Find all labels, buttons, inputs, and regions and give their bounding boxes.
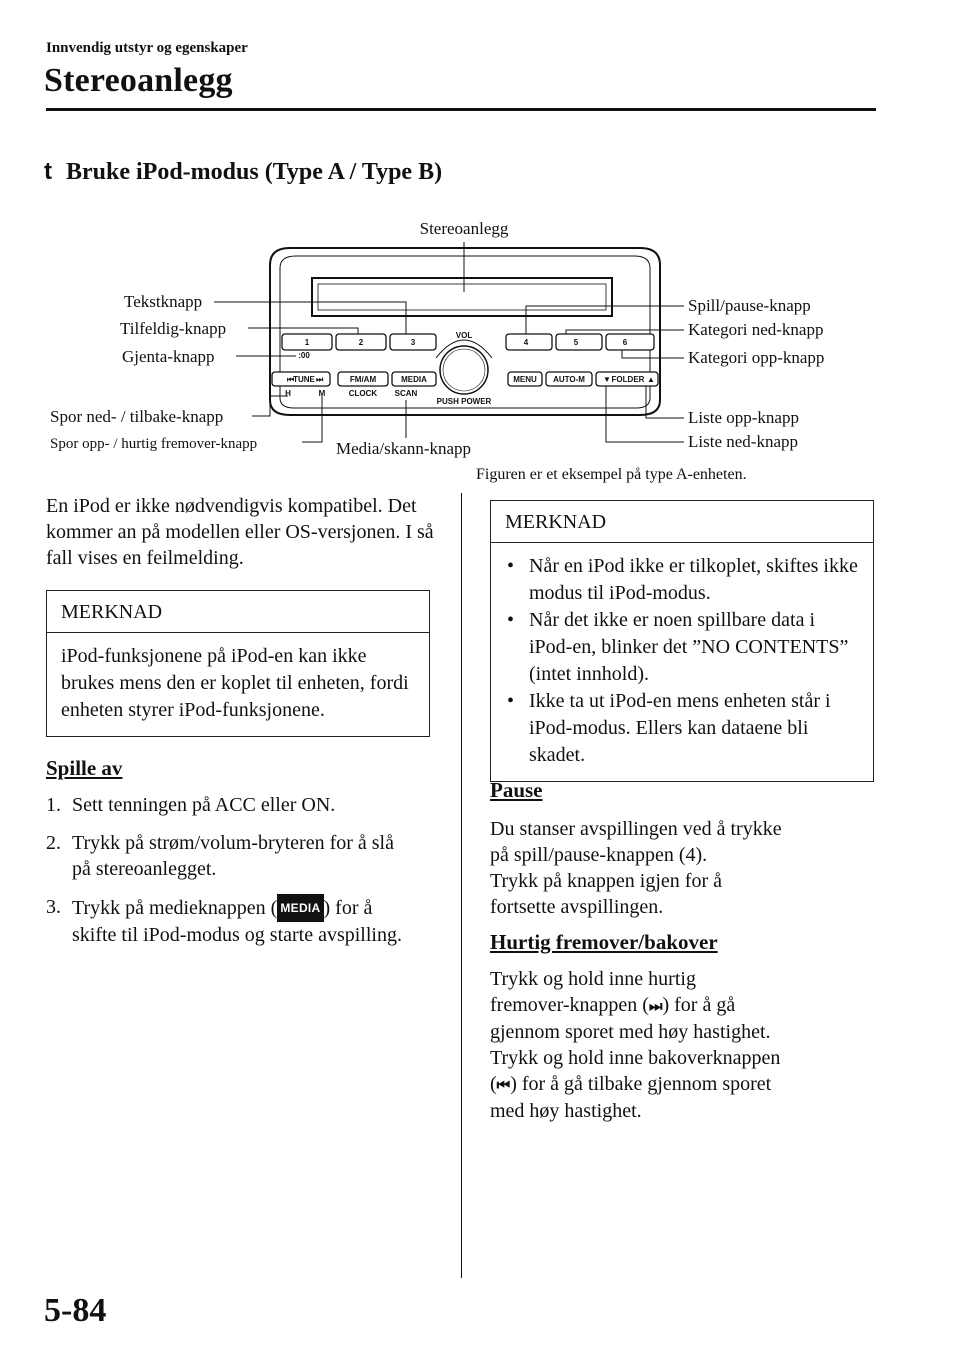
tune-back-icon: ⏮ [287, 375, 295, 384]
section-heading [44, 158, 442, 186]
heading-marker-icon: t [44, 158, 52, 185]
note-body-left: iPod-funksjonene på iPod-en kan ikke brukes mens den er koplet til enheten, fordi enheten styrer iPod-funksjonene. [61, 645, 409, 721]
menu-label: MENU [513, 375, 537, 384]
pause-heading: Pause [490, 778, 543, 802]
folder-label: FOLDER [611, 375, 645, 384]
label-repeat-button: Gjenta-knapp [122, 347, 215, 366]
rewind-icon: ⏮ [496, 1076, 511, 1094]
preset-5-label: 5 [573, 338, 579, 347]
preset-buttons-right [506, 334, 654, 350]
preset-1-label: 1 [304, 338, 310, 347]
column-divider [461, 493, 462, 1278]
note-box-right [490, 500, 874, 782]
label-text-button: Tekstknapp [124, 292, 203, 311]
label-random-button: Tilfeldig-knapp [120, 319, 227, 338]
tune-label: TUNE [293, 375, 315, 384]
hour-label: H [285, 389, 291, 398]
rw-line-pre: ( [490, 1073, 497, 1095]
note-item-text: Når det ikke er noen spillbare data i iPod-en, blinker det ”NO CONTENTS” (intet innhold). [529, 609, 849, 685]
label-stereo: Stereoanlegg [419, 219, 509, 238]
ff-heading: Hurtig fremover/bakover [490, 930, 718, 954]
ff-line-post: ) for å gå [662, 994, 736, 1016]
media-button-icon: MEDIA [277, 894, 323, 922]
note-item [505, 688, 859, 769]
page-number: 5-84 [44, 1292, 107, 1329]
scan-label: SCAN [394, 389, 418, 398]
pause-paragraph [490, 816, 880, 920]
bullet-icon: • [507, 555, 515, 577]
note-body-right [491, 543, 873, 781]
section-label: Innvendig utstyr og egenskaper [46, 40, 248, 56]
preset-4-label: 4 [523, 338, 529, 347]
fmam-label: FM/AM [349, 375, 377, 384]
tune-forward-icon: ⏭ [316, 375, 324, 384]
pause-line: på spill/pause-knappen (4). [490, 844, 708, 866]
vol-label: VOL [455, 331, 473, 340]
bullet-icon: • [507, 690, 515, 712]
step-1-text: Sett tenningen på ACC eller ON. [72, 794, 336, 816]
fast-forward-icon: ⏭ [648, 997, 663, 1015]
note-item-text: Ikke ta ut iPod-en mens enheten står i iPod-modus. Ellers kan dataene bli skadet. [529, 690, 831, 766]
ff-paragraph [490, 966, 880, 1124]
intro-paragraph: En iPod er ikke nødvendigvis kompatibel. Det kommer an på modellen eller OS-versjonen. I så fall vises en feilmelding. [46, 495, 434, 569]
step-3-number: 3. [46, 896, 61, 918]
play-heading: Spille av [46, 756, 123, 780]
label-category-down: Kategori ned-knapp [688, 320, 824, 339]
heading-text: Bruke iPod-modus (Type A / Type B) [66, 159, 443, 185]
step-2-text: Trykk på strøm/volum-bryteren for å slå på stereoanlegget. [72, 832, 394, 880]
ff-line-pre: fremover-knappen ( [490, 994, 649, 1016]
clock-colon-label: :00 [298, 351, 310, 360]
figure-caption: Figuren er et eksempel på type A-enheten. [476, 466, 747, 483]
folder-down-icon: ▼ [603, 375, 611, 384]
clock-label: CLOCK [348, 389, 378, 398]
preset-3-label: 3 [410, 338, 416, 347]
page-title: Stereoanlegg [44, 62, 233, 99]
autom-label: AUTO-M [553, 375, 585, 384]
note-item-text: Når en iPod ikke er tilkoplet, skiftes ikke modus til iPod-modus. [529, 555, 858, 604]
ff-line: Trykk og hold inne bakoverknappen [490, 1047, 781, 1069]
push-power-label: PUSH POWER [436, 397, 492, 406]
ff-line: gjennom sporet med høy hastighet. [490, 1021, 771, 1043]
minute-label: M [318, 389, 326, 398]
note-title-left: MERKNAD [47, 591, 429, 633]
label-play-pause: Spill/pause-knapp [688, 296, 811, 315]
ff-line: Trykk og hold inne hurtig [490, 968, 696, 990]
label-list-down: Liste ned-knapp [688, 432, 798, 451]
preset-6-label: 6 [622, 338, 628, 347]
ff-line [490, 1071, 880, 1098]
note-box-left [46, 590, 430, 737]
label-track-up: Spor opp- / hurtig fremover-knapp [50, 436, 258, 452]
ff-line: med høy hastighet. [490, 1100, 642, 1122]
label-category-up: Kategori opp-knapp [688, 348, 825, 367]
label-list-up: Liste opp-knapp [688, 408, 799, 427]
step-3-text [72, 894, 417, 948]
title-rule [46, 108, 876, 111]
preset-2-label: 2 [358, 338, 364, 347]
pause-line: Du stanser avspillingen ved å trykke [490, 818, 782, 840]
ff-line [490, 992, 880, 1019]
step-2-number: 2. [46, 832, 61, 854]
step-3-text-post: ) for å skifte til iPod-modus og starte avspilling. [72, 897, 402, 946]
folder-up-icon: ▲ [647, 375, 655, 384]
step-3-text-pre: Trykk på medieknappen ( [72, 897, 278, 919]
media-label: MEDIA [401, 375, 427, 384]
pause-line: fortsette avspillingen. [490, 896, 664, 918]
label-track-down: Spor ned- / tilbake-knapp [50, 407, 224, 426]
note-item [505, 607, 859, 688]
label-media-scan: Media/skann-knapp [336, 439, 472, 458]
step-1-number: 1. [46, 794, 61, 816]
audio-unit-diagram [40, 210, 880, 470]
lower-right-buttons [508, 372, 658, 386]
note-item [505, 553, 859, 607]
bullet-icon: • [507, 609, 515, 631]
rw-line-post: ) for å gå tilbake gjennom sporet [510, 1073, 772, 1095]
note-title-right: MERKNAD [491, 501, 873, 543]
pause-line: Trykk på knappen igjen for å [490, 870, 722, 892]
